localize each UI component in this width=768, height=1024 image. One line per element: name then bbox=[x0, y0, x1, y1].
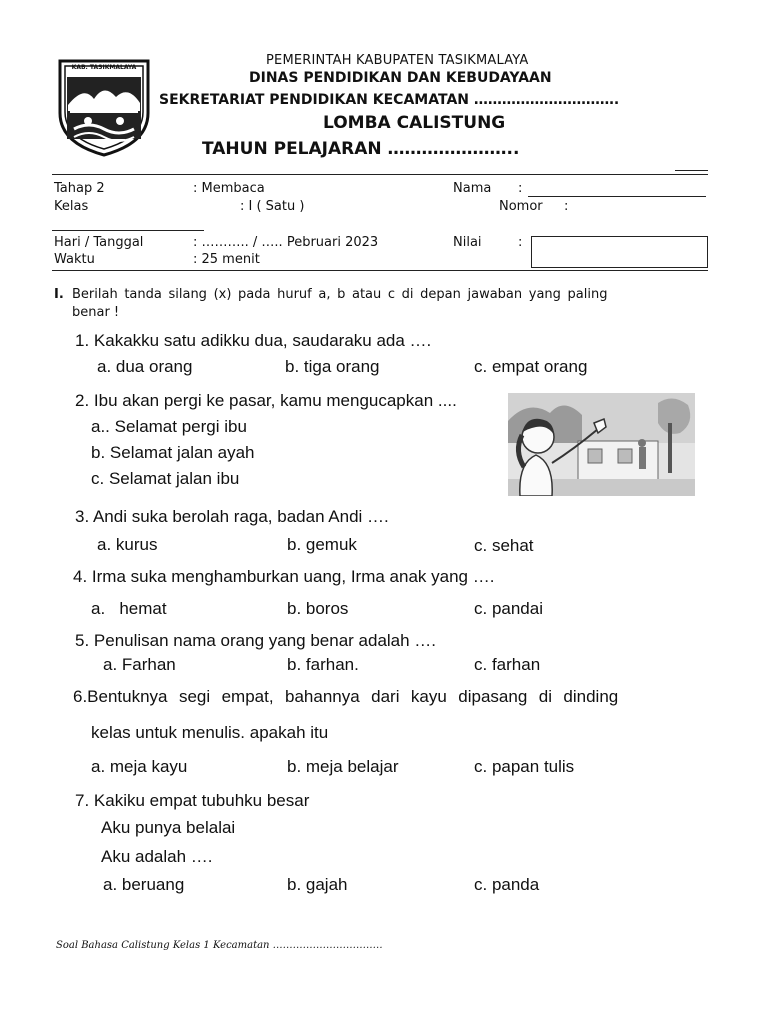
q2-option-c[interactable]: c. Selamat jalan ibu bbox=[91, 469, 240, 488]
q7-option-a[interactable]: a. beruang bbox=[103, 875, 185, 894]
nilai-box[interactable] bbox=[531, 236, 708, 268]
hari-label: Hari / Tanggal bbox=[54, 235, 144, 250]
kelas-label: Kelas bbox=[54, 199, 89, 214]
q2-option-b[interactable]: b. Selamat jalan ayah bbox=[91, 443, 255, 462]
nilai-label: Nilai bbox=[453, 235, 482, 250]
q3-option-b[interactable]: b. gemuk bbox=[287, 535, 357, 554]
question-1: 1. Kakakku satu adikku dua, saudaraku ada …. bbox=[75, 331, 432, 350]
question-7-line-3: Aku adalah …. bbox=[101, 847, 213, 866]
q2-illustration bbox=[508, 393, 695, 496]
q4-option-c[interactable]: c. pandai bbox=[474, 599, 543, 618]
footer-text: Soal Bahasa Calistung Kelas 1 Kecamatan …………………………… bbox=[56, 940, 383, 951]
header-title: LOMBA CALISTUNG bbox=[323, 113, 506, 133]
tahap-label: Tahap 2 bbox=[54, 181, 105, 196]
nama-field[interactable] bbox=[528, 196, 706, 197]
hari-value: : ……….. / ….. Pebruari 2023 bbox=[193, 235, 379, 250]
question-2: 2. Ibu akan pergi ke pasar, kamu mengucapkan .... bbox=[75, 391, 457, 410]
question-6-line-2: kelas untuk menulis. apakah itu bbox=[91, 723, 329, 742]
q6-option-b[interactable]: b. meja belajar bbox=[287, 757, 399, 776]
q1-option-c[interactable]: c. empat orang bbox=[474, 357, 588, 376]
header-line-3: SEKRETARIAT PENDIDIKAN KECAMATAN …………………………. bbox=[159, 92, 620, 108]
nama-label: Nama bbox=[453, 181, 492, 196]
q6-option-a[interactable]: a. meja kayu bbox=[91, 757, 188, 776]
waktu-value: : 25 menit bbox=[193, 252, 260, 267]
tahap-value: : Membaca bbox=[193, 181, 265, 196]
info-divider bbox=[52, 270, 708, 271]
header-subtitle: TAHUN PELAJARAN ………………….. bbox=[202, 139, 520, 159]
header-line-2: DINAS PENDIDIKAN DAN KEBUDAYAAN bbox=[249, 70, 552, 86]
instruction-line-1: Berilah tanda silang (x) pada huruf a, b atau c di depan jawaban yang paling bbox=[72, 287, 608, 302]
nilai-colon: : bbox=[518, 235, 523, 250]
q5-option-b[interactable]: b. farhan. bbox=[287, 655, 359, 674]
instruction-numeral: I. bbox=[54, 287, 64, 302]
question-3: 3. Andi suka berolah raga, badan Andi …. bbox=[75, 507, 389, 526]
nama-colon: : bbox=[518, 181, 523, 196]
question-4: 4. Irma suka menghamburkan uang, Irma anak yang …. bbox=[73, 567, 495, 586]
q7-option-b[interactable]: b. gajah bbox=[287, 875, 348, 894]
kelas-value: : I ( Satu ) bbox=[240, 199, 305, 214]
question-5: 5. Penulisan nama orang yang benar adalah …. bbox=[75, 631, 437, 650]
q7-option-c[interactable]: c. panda bbox=[474, 875, 540, 894]
question-7-line-2: Aku punya belalai bbox=[101, 818, 236, 837]
q5-option-c[interactable]: c. farhan bbox=[474, 655, 541, 674]
q3-option-a[interactable]: a. kurus bbox=[97, 535, 158, 554]
q6-option-c[interactable]: c. papan tulis bbox=[474, 757, 575, 776]
waktu-label: Waktu bbox=[54, 252, 95, 267]
q5-option-a[interactable]: a. Farhan bbox=[103, 655, 176, 674]
q4-option-a[interactable]: a. hemat bbox=[91, 599, 167, 618]
nomor-label: Nomor bbox=[499, 199, 543, 214]
girl-waving-illustration-icon bbox=[508, 393, 695, 496]
header-divider-short bbox=[675, 170, 708, 171]
instruction-line-2: benar ! bbox=[72, 305, 120, 320]
q1-option-a[interactable]: a. dua orang bbox=[97, 357, 193, 376]
q2-option-a[interactable]: a.. Selamat pergi ibu bbox=[91, 417, 247, 436]
info-divider-short bbox=[52, 230, 204, 231]
question-7: 7. Kakiku empat tubuhku besar bbox=[75, 791, 310, 810]
logo-text: KAB. TASIKMALAYA bbox=[71, 64, 137, 71]
header-divider bbox=[52, 174, 708, 175]
nomor-colon: : bbox=[564, 199, 569, 214]
q1-option-b[interactable]: b. tiga orang bbox=[285, 357, 380, 376]
q4-option-b[interactable]: b. boros bbox=[287, 599, 349, 618]
q3-option-c[interactable]: c. sehat bbox=[474, 536, 534, 555]
question-6: 6.Bentuknya segi empat, bahannya dari kayu dipasang di dinding bbox=[73, 687, 619, 706]
header-line-1: PEMERINTAH KABUPATEN TASIKMALAYA bbox=[266, 53, 529, 68]
